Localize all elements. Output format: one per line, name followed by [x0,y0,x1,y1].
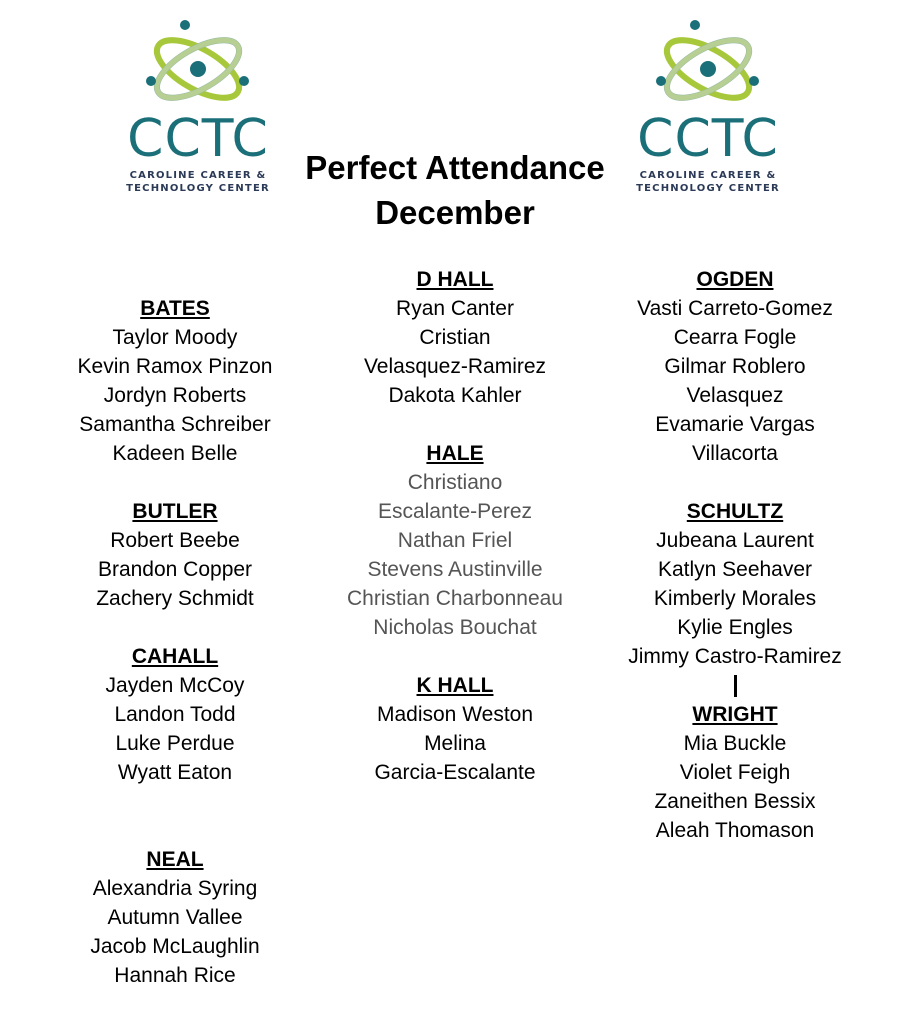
text-cursor-bar [600,671,870,700]
spacer [40,468,310,497]
group-hale [320,439,590,642]
student-name: Autumn Vallee [107,906,243,929]
group-heading: D HALL [416,268,494,291]
student-name: Madison Weston [376,703,534,726]
student-name: Landon Todd [114,703,236,726]
student-name: Kevin Ramox Pinzon [77,355,273,378]
student-name: Samantha Schreiber [79,413,271,436]
spacer [40,613,310,642]
student-name: Taylor Moody [112,326,238,349]
logo-brand-text: CCTC [127,109,269,169]
student-name: Jimmy Castro-Ramirez [628,645,842,668]
logo-subtitle-line2: TECHNOLOGY CENTER [636,183,780,194]
student-name: Stevens Austinville [367,558,543,581]
student-name: Evamarie Vargas [655,413,815,436]
group-heading: NEAL [146,848,204,871]
student-name: Robert Beebe [110,529,240,552]
spacer [600,468,870,497]
student-name: Kimberly Morales [653,587,817,610]
column-middle [320,265,590,787]
group-butler [40,497,310,613]
group-heading: HALE [426,442,484,465]
page-title [290,145,620,235]
logo-brand-text: CCTC [637,109,779,169]
group-heading: WRIGHT [692,703,778,726]
cursor-mark [734,675,737,697]
student-name: Garcia-Escalante [374,761,536,784]
group-cahall [40,642,310,787]
group-neal [40,845,310,990]
student-name: Ryan Canter [396,297,514,320]
student-name: Jordyn Roberts [103,384,247,407]
group-bates [40,294,310,468]
student-name: Christiano [407,471,503,494]
student-name: Vasti Carreto-Gomez [637,297,833,320]
group-heading: K HALL [416,674,494,697]
column-right [600,265,870,845]
page-title-line2: December [375,194,535,231]
group-heading: OGDEN [696,268,774,291]
student-name: Dakota Kahler [388,384,522,407]
student-name: Nathan Friel [397,529,513,552]
student-name: Cearra Fogle [673,326,797,349]
student-name: Cristian [419,326,491,349]
student-name: Brandon Copper [97,558,253,581]
group-dhall [320,265,590,410]
student-name: Mia Buckle [683,732,787,755]
student-name: Zaneithen Bessix [654,790,816,813]
group-khall [320,671,590,787]
group-heading: BUTLER [132,500,218,523]
student-name: Villacorta [692,442,778,465]
student-name: Wyatt Eaton [117,761,233,784]
column-left [40,294,310,990]
student-name: Violet Feigh [679,761,791,784]
logo-subtitle-line1: CAROLINE CAREER & [129,170,267,181]
spacer [320,410,590,439]
cctc-logo-left [113,5,283,194]
group-heading: CAHALL [131,645,219,668]
student-name: Jayden McCoy [105,674,245,697]
student-name: Kadeen Belle [112,442,238,465]
group-schultz [600,497,870,671]
student-name: Jacob McLaughlin [90,935,260,958]
student-name: Hannah Rice [114,964,236,987]
group-heading: BATES [140,297,210,320]
logo-subtitle-line1: CAROLINE CAREER & [639,170,777,181]
atom-icon [653,17,763,122]
logo-subtitle-line2: TECHNOLOGY CENTER [126,183,270,194]
spacer [40,787,310,845]
student-name: Christian Charbonneau [347,587,563,610]
group-ogden [600,265,870,468]
student-name: Jubeana Laurent [656,529,814,552]
group-wright [600,700,870,845]
student-name: Gilmar Roblero [664,355,806,378]
student-name: Aleah Thomason [655,819,815,842]
student-name: Kylie Engles [677,616,793,639]
student-name: Zachery Schmidt [96,587,254,610]
student-name: Nicholas Bouchat [373,616,537,639]
group-heading: SCHULTZ [686,500,784,523]
student-name: Velasquez [686,384,784,407]
student-name: Alexandria Syring [92,877,258,900]
page-title-line1: Perfect Attendance [305,149,605,186]
student-name: Katlyn Seehaver [657,558,813,581]
atom-icon [143,17,253,122]
student-name: Luke Perdue [115,732,235,755]
student-name: Velasquez-Ramirez [363,355,547,378]
student-name: Escalante-Perez [377,500,533,523]
cctc-logo-right [623,5,793,194]
spacer [320,642,590,671]
student-name: Melina [424,732,486,755]
